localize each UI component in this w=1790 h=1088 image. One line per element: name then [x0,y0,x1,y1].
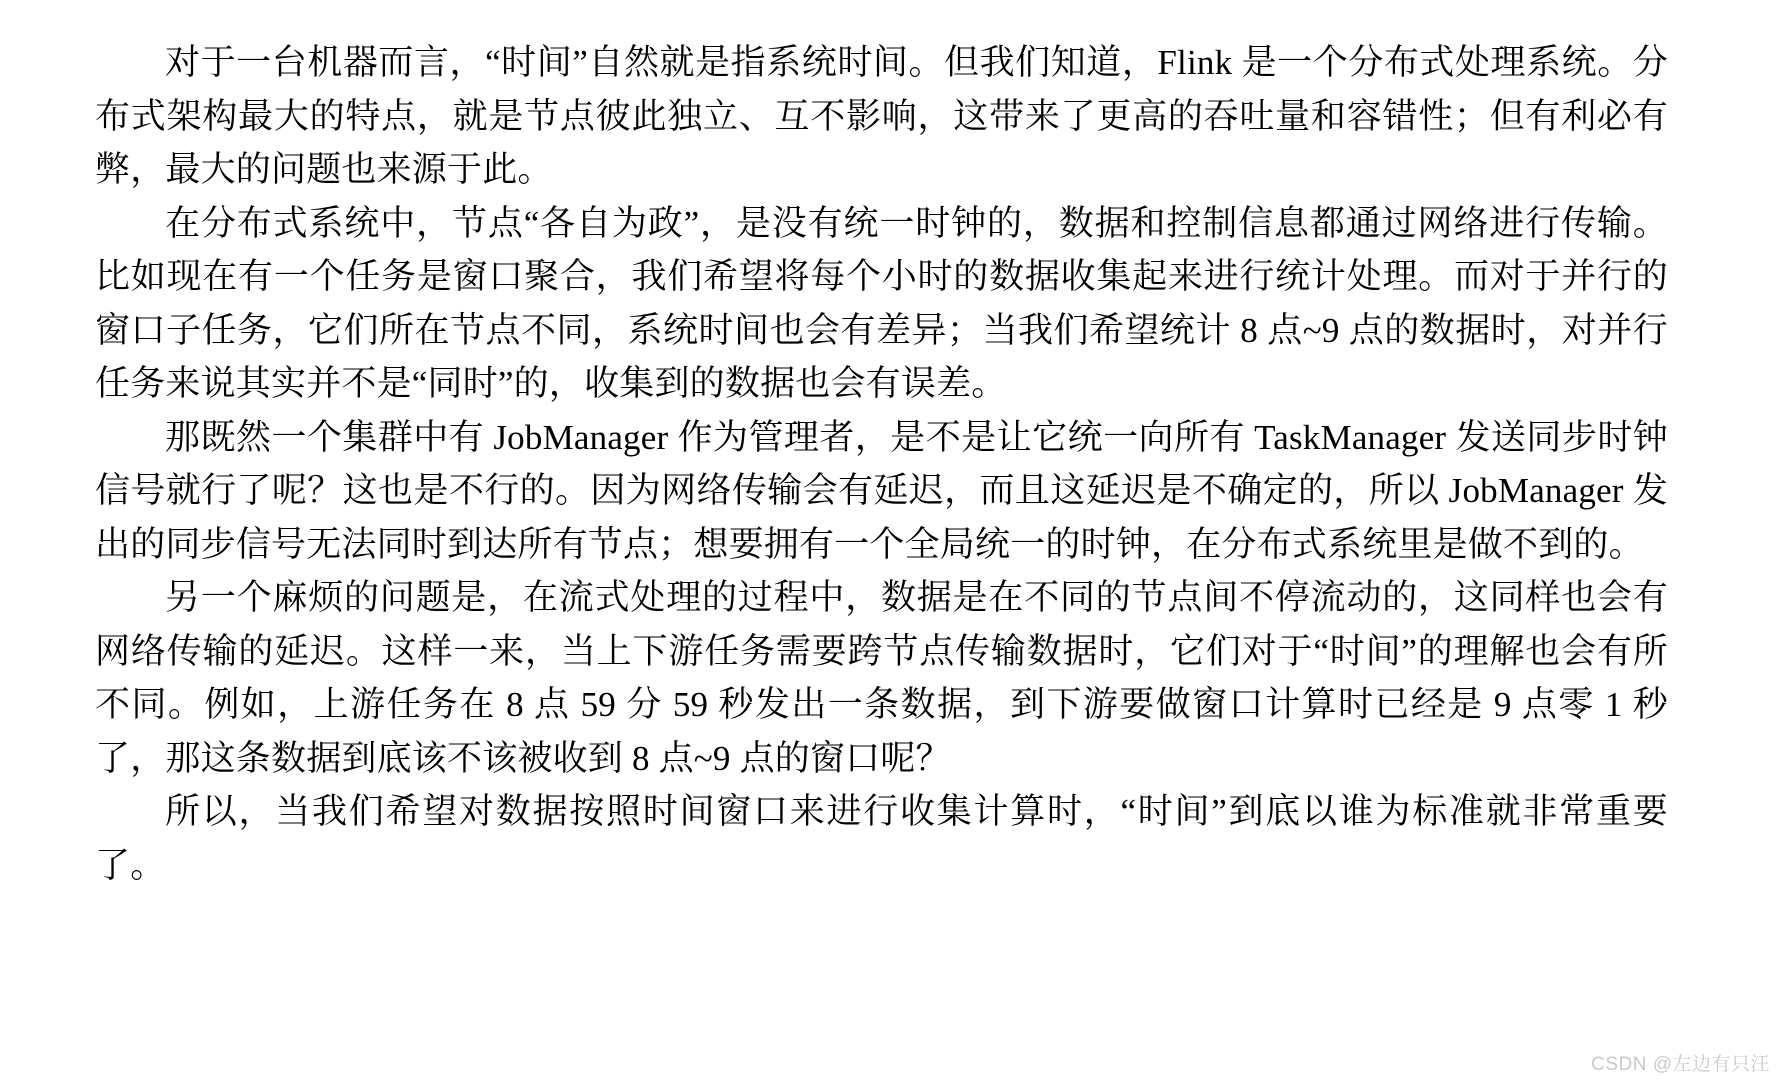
paragraph: 在分布式系统中，节点“各自为政”，是没有统一时钟的，数据和控制信息都通过网络进行传输。比如现在有一个任务是窗口聚合，我们希望将每个小时的数据收集起来进行统计处理。而对于并行的窗口子任务，它们所在节点不同，系统时间也会有差异；当我们希望统计 8 点~9 点的数据时，对并行任务来说其实并不是“同时”的，收集到的数据也会有误差。 [95,203,1668,403]
paragraph: 对于一台机器而言，“时间”自然就是指系统时间。但我们知道，Flink 是一个分布式处理系统。分布式架构最大的特点，就是节点彼此独立、互不影响，这带来了更高的吞吐量和容错性；但有利必有弊，最大的问题也来源于此。 [95,43,1668,189]
paragraph: 那既然一个集群中有 JobManager 作为管理者，是不是让它统一向所有 TaskManager 发送同步时钟信号就行了呢？这也是不行的。因为网络传输会有延迟，而且这延迟是不确定的，所以 JobManager 发出的同步信号无法同时到达所有节点；想要拥有一个全局统一的时钟，在分布式系统里是做不到的。 [95,417,1668,564]
paragraph: 所以，当我们希望对数据按照时间窗口来进行收集计算时，“时间”到底以谁为标准就非常重要了。 [95,792,1668,885]
document-body [95,36,1668,892]
paragraph: 另一个麻烦的问题是，在流式处理的过程中，数据是在不同的节点间不停流动的，这同样也会有网络传输的延迟。这样一来，当上下游任务需要跨节点传输数据时，它们对于“时间”的理解也会有所不同。例如，上游任务在 8 点 59 分 59 秒发出一条数据，到下游要做窗口计算时已经是 9 点零 1 秒了，那这条数据到底该不该被收到 8 点~9 点的窗口呢？ [95,578,1668,778]
watermark: CSDN @左边有只汪 [1591,1054,1770,1075]
